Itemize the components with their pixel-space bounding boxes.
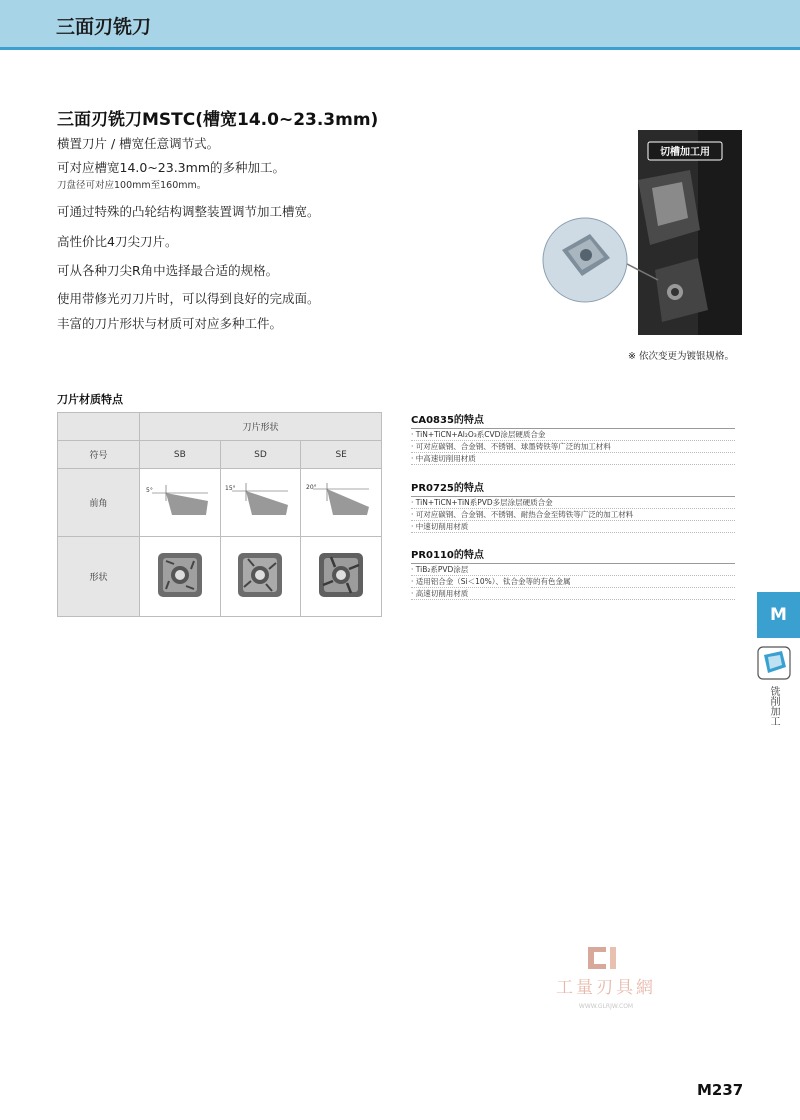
feature-line: 横置刀片 / 槽宽任意调节式。 — [57, 136, 220, 151]
insert-section-title: 刀片材质特点 — [57, 393, 123, 406]
material-block — [411, 411, 735, 465]
milling-icon — [756, 645, 792, 681]
feature-line: 可通过特殊的凸轮结构调整装置调节加工槽宽。 — [57, 204, 320, 219]
feature-line-small: 刀盘径可对应100mm至160mm。 — [57, 180, 207, 191]
page-header — [0, 0, 800, 50]
material-title: PR0725的特点 — [411, 479, 735, 497]
rake-angle: 5° — [145, 487, 153, 494]
material-line: · 可对应碳钢、合金钢、不锈钢、耐热合金至铸铁等广泛的加工材料 — [411, 509, 735, 521]
material-line: · 可对应碳钢、合金钢、不锈钢、球墨铸铁等广泛的加工材料 — [411, 441, 735, 453]
rake-cell-sd — [220, 469, 301, 537]
material-line: · 适用铝合金（Si＜10%）、钛合金等的有色金属 — [411, 576, 735, 588]
shape-cell-se — [301, 537, 382, 617]
feature-line: 使用带修光刃刀片时，可以得到良好的完成面。 — [57, 291, 320, 306]
material-block — [411, 479, 735, 533]
material-block — [411, 546, 735, 600]
feature-line: 高性价比4刀尖刀片。 — [57, 234, 178, 249]
insert-shape-table — [57, 412, 382, 617]
material-title: CA0835的特点 — [411, 411, 735, 429]
watermark-url: WWW.GLRJW.COM — [578, 1003, 634, 1010]
rake-diagram-se — [303, 481, 379, 521]
watermark-logo — [536, 945, 676, 1015]
column-header: SB — [140, 441, 221, 469]
cutter-photo — [540, 130, 742, 335]
rake-angle: 20° — [306, 484, 317, 491]
photo-label: 切槽加工用 — [660, 147, 710, 158]
section-tab-m[interactable]: M — [757, 592, 800, 638]
rake-cell-sb — [140, 469, 221, 537]
group-header: 刀片形状 — [140, 413, 382, 441]
symbol-label: 符号 — [58, 441, 140, 469]
material-line: · TiB₂系PVD涂层 — [411, 564, 735, 576]
product-title: 三面刃铣刀MSTC(槽宽14.0~23.3mm) — [57, 110, 379, 130]
material-line: · TiN+TiCN+TiN系PVD多层涂层硬质合金 — [411, 497, 735, 509]
insert-image-se — [313, 547, 369, 603]
insert-image-sd — [232, 547, 288, 603]
rake-diagram-sd — [222, 481, 298, 521]
material-title: PR0110的特点 — [411, 546, 735, 564]
material-line: · TiN+TiCN+Al₂O₃系CVD涂层硬质合金 — [411, 429, 735, 441]
material-line: · 中高速切削用材质 — [411, 453, 735, 465]
feature-line: 可从各种刀尖R角中选择最合适的规格。 — [57, 263, 279, 278]
shape-label: 形状 — [58, 537, 140, 617]
silver-note: ※ 依次变更为镀银规格。 — [628, 351, 734, 362]
rake-cell-se — [301, 469, 382, 537]
watermark-name: 工量刃具網 — [556, 978, 656, 998]
column-header: SE — [301, 441, 382, 469]
column-header: SD — [220, 441, 301, 469]
material-line: · 中速切削用材质 — [411, 521, 735, 533]
page-number: M237 — [697, 1081, 744, 1099]
shape-cell-sd — [220, 537, 301, 617]
feature-line: 可对应槽宽14.0~23.3mm的多种加工。 — [57, 160, 285, 175]
rake-diagram-sb — [142, 481, 218, 521]
header-title: 三面刃铣刀 — [56, 16, 152, 38]
rake-label: 前角 — [58, 469, 140, 537]
insert-image-sb — [152, 547, 208, 603]
feature-line: 丰富的刀片形状与材质可对应多种工件。 — [57, 316, 283, 331]
shape-cell-sb — [140, 537, 221, 617]
side-tab-text: 铣削加工 — [768, 686, 779, 726]
rake-angle: 15° — [225, 485, 237, 492]
material-line: · 高速切削用材质 — [411, 588, 735, 600]
